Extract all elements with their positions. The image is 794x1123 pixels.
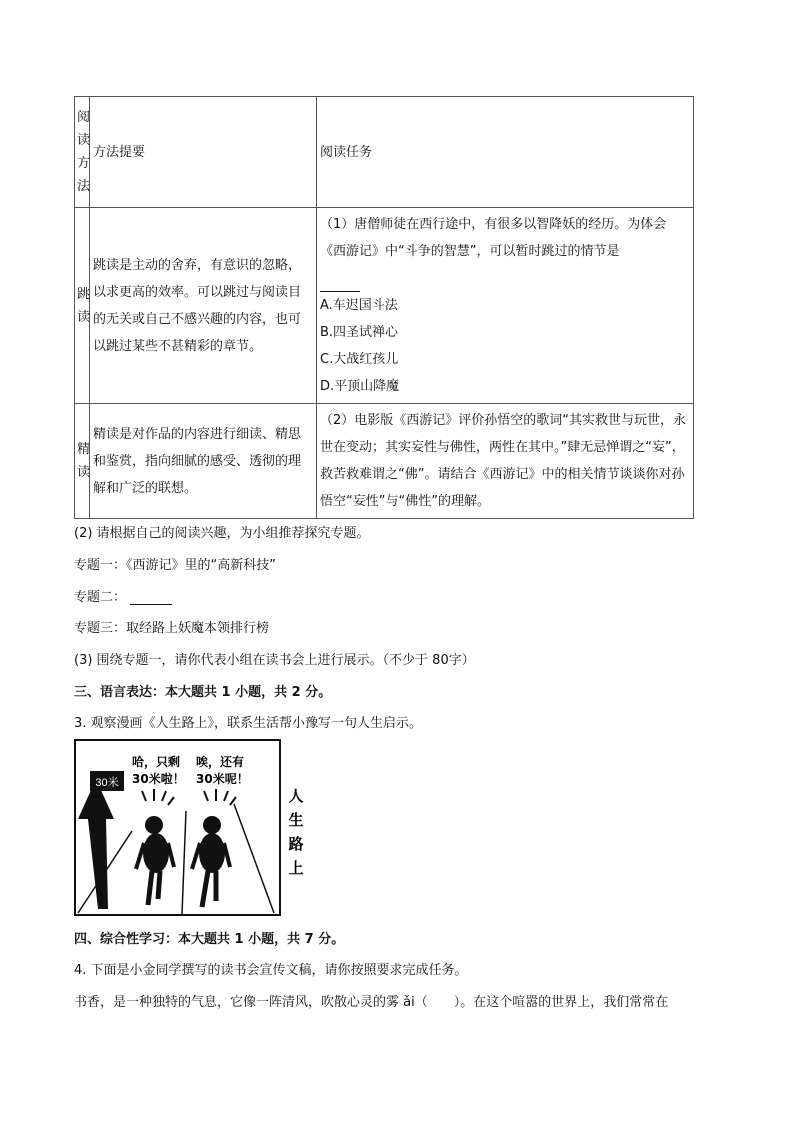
- row1-summary: 跳读是主动的舍弃，有意识的忽略，以求更高的效率。可以跳过与阅读目的无关或自己不感兴趣的内容，也可以跳过某些不甚精彩的章节。: [90, 208, 317, 404]
- option-a: A.车迟国斗法: [320, 298, 398, 313]
- topic2-blank[interactable]: [130, 586, 172, 605]
- bubble-right-line2: 30米呢！: [196, 772, 249, 786]
- table-header-row: [75, 97, 694, 208]
- header-task: 阅读任务: [317, 97, 694, 208]
- section4-heading: 四、综合性学习：本大题共 1 小题，共 7 分。: [74, 932, 345, 947]
- topic3-line: 专题三：取经路上妖魔本领排行榜: [74, 621, 270, 636]
- row1-task-cell: [317, 208, 694, 404]
- table-row-skim: [75, 208, 694, 404]
- row2-task: （2）电影版《西游记》评价孙悟空的歌词“其实救世与玩世，永世在变动；其实妄性与佛性，两性在其中。”肆无忌惮谓之“妄”，救苦救难谓之“佛”。请结合《西游记》中的相关情节谈谈你对孙悟空“妄性”与“佛性”的理解。: [317, 404, 694, 519]
- row1-method-cell: [75, 208, 90, 404]
- header-method-cell: [75, 97, 90, 208]
- topic1-line: 专题一：《西游记》里的“高新科技”: [74, 558, 276, 573]
- row2-summary: 精读是对作品的内容进行细读、精思和鉴赏，指向细腻的感受、透彻的理解和广泛的联想。: [90, 404, 317, 519]
- row2-method: 精读: [77, 442, 91, 480]
- option-c: C.大战红孩儿: [320, 352, 399, 367]
- q3-line: (3) 围绕专题一，请你代表小组在读书会上进行展示。（不少于 80字）: [74, 653, 475, 668]
- table-row-intensive: [75, 404, 694, 519]
- sign-text: 30米: [95, 777, 119, 789]
- comic-title-char-3: 路: [288, 835, 304, 853]
- bubble-right-line1: 唉，还有: [196, 755, 245, 769]
- reading-methods-table: [74, 96, 694, 519]
- answer-blank[interactable]: [320, 273, 360, 292]
- comic-title-char-4: 上: [288, 859, 304, 877]
- bubble-left-line1: 哈，只剩: [132, 755, 181, 769]
- header-summary: 方法提要: [90, 97, 317, 208]
- comic-title-char-2: 生: [288, 811, 304, 829]
- comic-title-char-1: 人: [288, 787, 304, 805]
- header-method: 阅读方法: [77, 110, 91, 194]
- section3-heading: 三、语言表达：本大题共 1 小题，共 2 分。: [74, 685, 332, 700]
- row1-method: 跳读: [77, 286, 91, 325]
- row2-method-cell: [75, 404, 90, 519]
- q2-line: (2) 请根据自己的阅读兴趣，为小组推荐探究专题。: [74, 526, 370, 541]
- row1-task-intro: （1）唐僧师徒在西行途中，有很多以智降妖的经历。为体会《西游记》中“斗争的智慧”，可以暂时跳过的情节是: [320, 211, 690, 292]
- question4-line: 4. 下面是小金同学撰写的读书会宣传文稿，请你按照要求完成任务。: [74, 963, 468, 978]
- passage-line: 书香，是一种独特的气息，它像一阵清风，吹散心灵的雾 ǎi（ ）。在这个喧嚣的世界上，我们常常在: [74, 995, 669, 1010]
- life-road-comic: [74, 739, 310, 917]
- bubble-left-line2: 30米啦！: [132, 772, 185, 786]
- option-d: D.平顶山降魔: [320, 379, 400, 394]
- topic2-line: 专题二：: [74, 586, 172, 605]
- question3-line: 3. 观察漫画《人生路上》，联系生活帮小豫写一句人生启示。: [74, 716, 423, 731]
- option-b: B.四圣试禅心: [320, 325, 399, 340]
